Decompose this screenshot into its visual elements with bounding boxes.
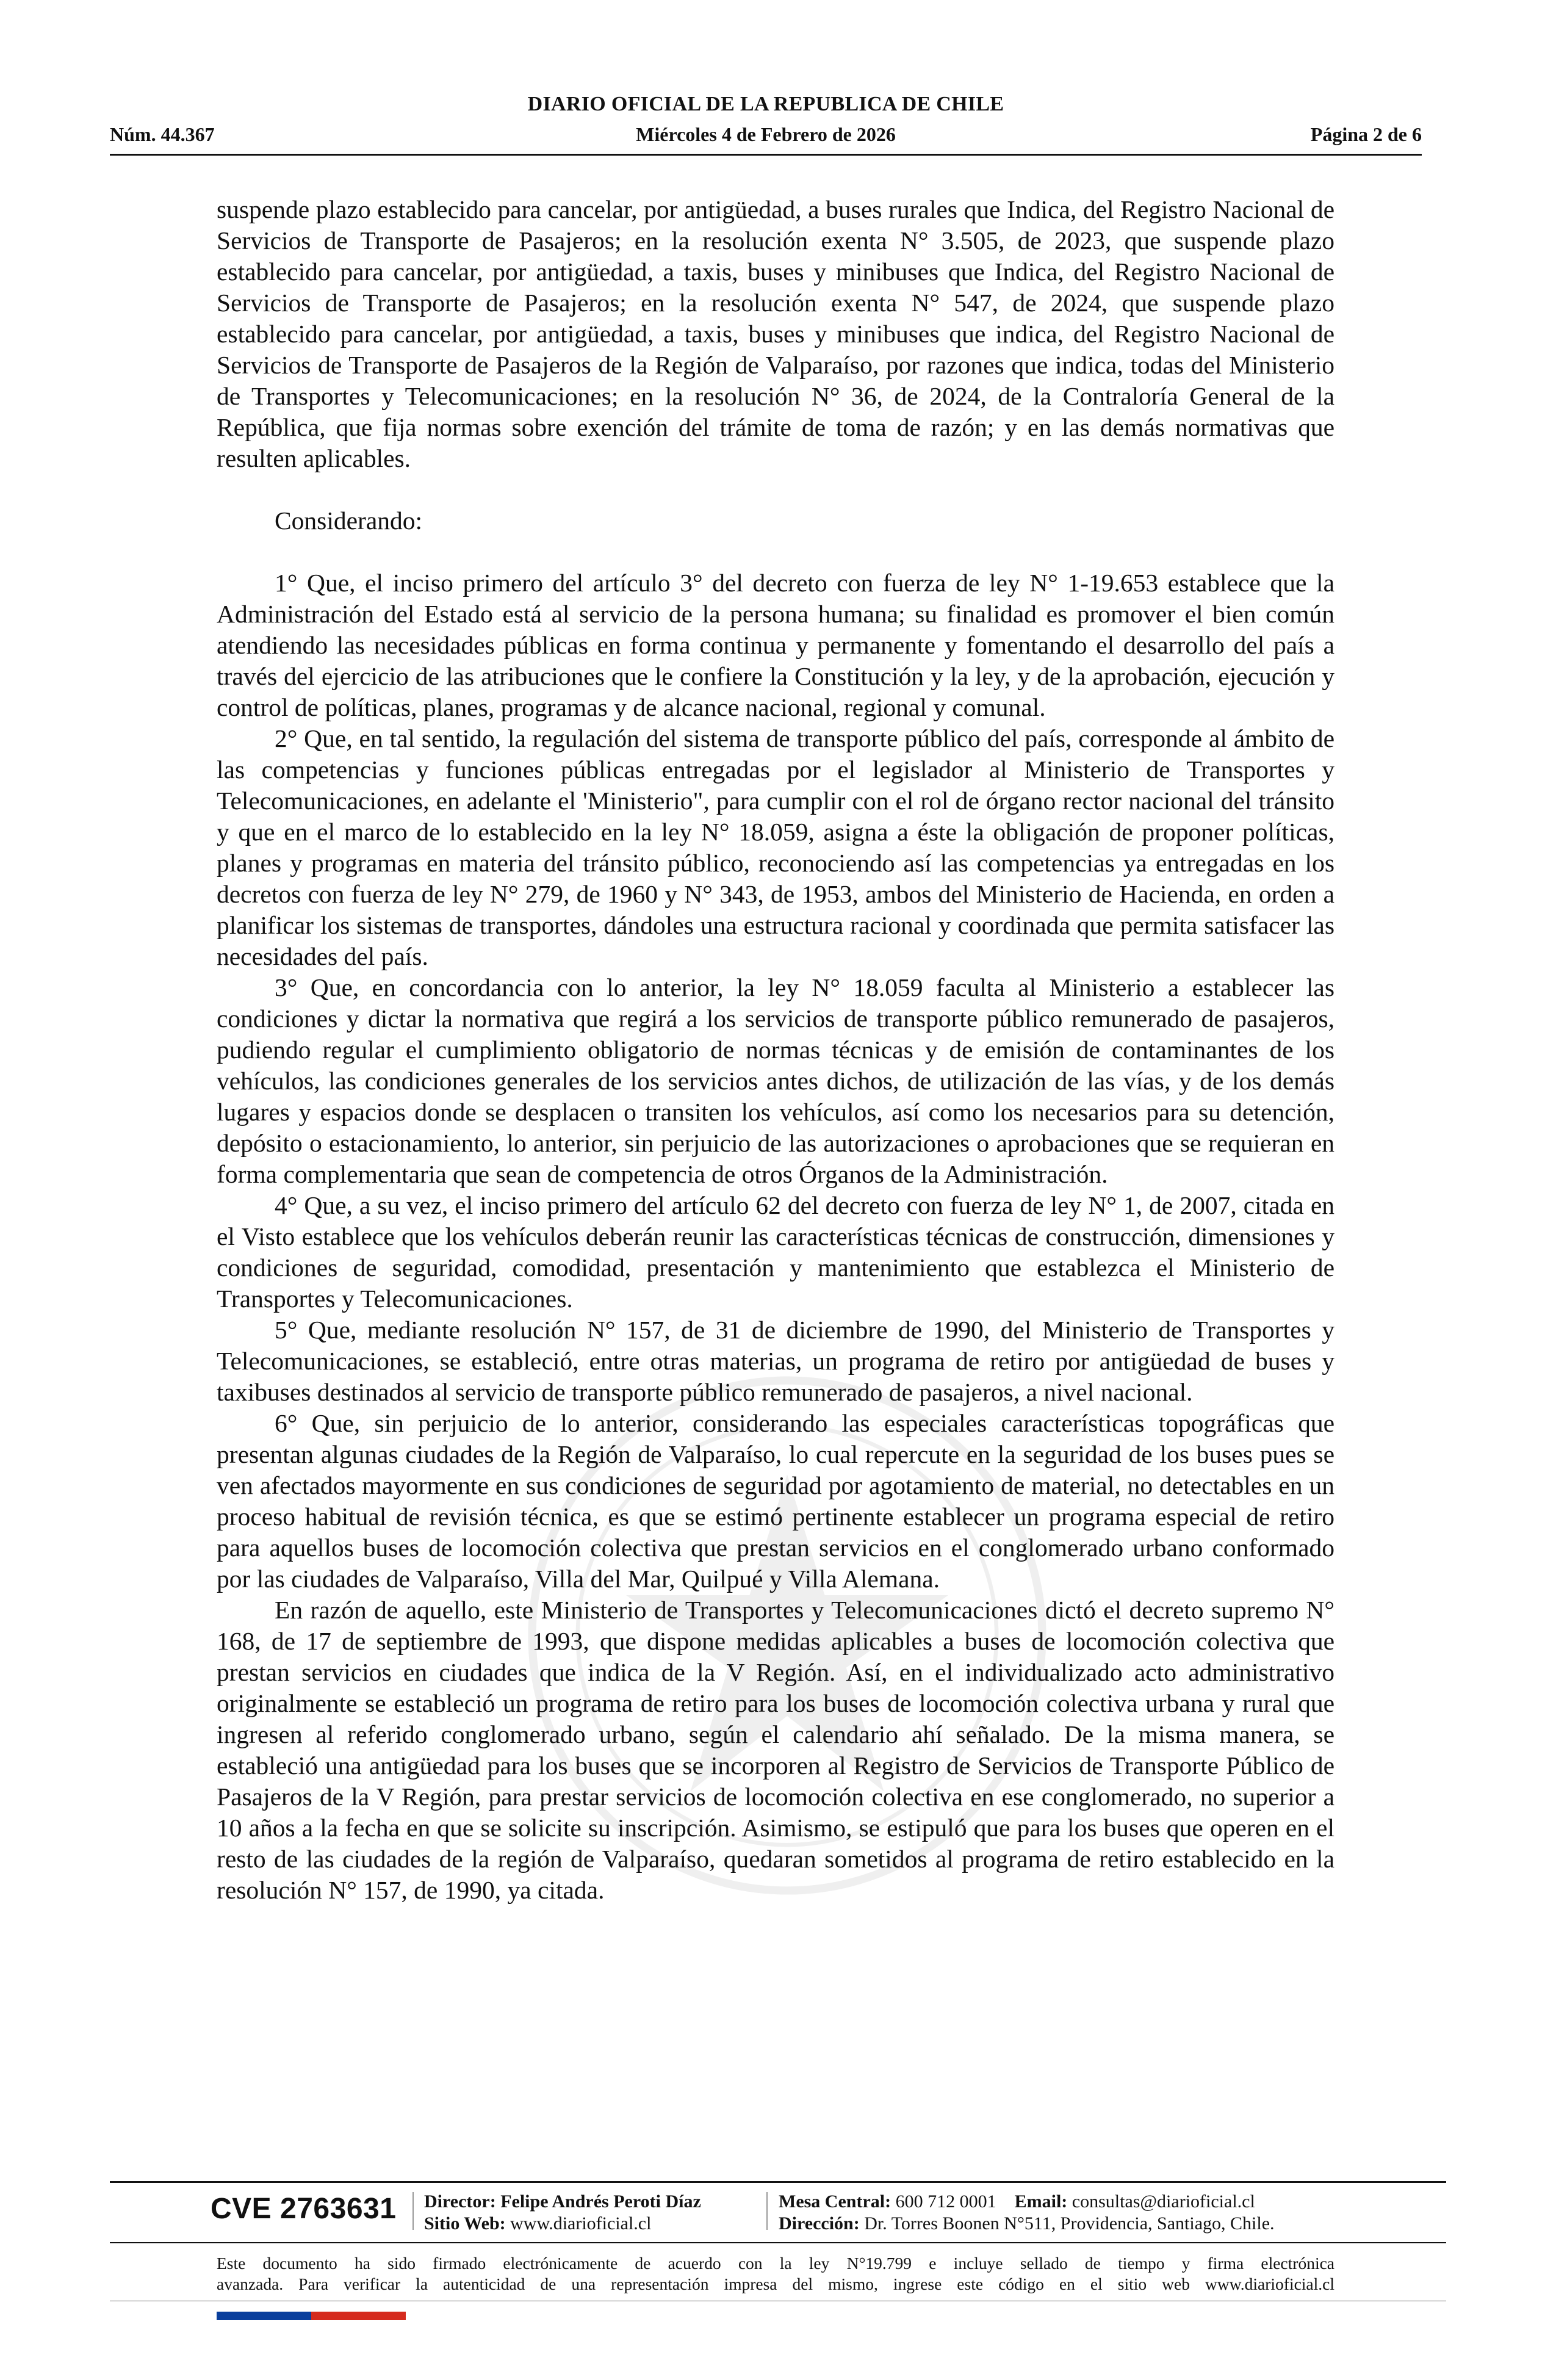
document-body	[217, 194, 1334, 1906]
header-divider	[110, 154, 1422, 156]
signature-notice-line: Este documento ha sido firmado electrónicamente de acuerdo con la ley N°19.799 e incluye sellado de tiempo y firma electrónica	[217, 2254, 1334, 2273]
body-paragraph: 5° Que, mediante resolución N° 157, de 31 de diciembre de 1990, del Ministerio de Transportes y Telecomunicaciones, se estableció, entre otras materias, un programa de retiro por antigüedad de buses y taxibuses destinados al servicio de transporte público remunerado de pasajeros, a nivel nacional.	[217, 1316, 1334, 1406]
address-label: Dirección:	[779, 2213, 860, 2234]
publication-date: Miércoles 4 de Febrero de 2026	[636, 123, 896, 145]
director-label: Director:	[424, 2191, 496, 2212]
body-paragraph: 6° Que, sin perjuicio de lo anterior, considerando las especiales características topográficas que presentan algunas ciudades de la Región de Valparaíso, lo cual repercute en la seguridad de los buses pues se ven afectados mayormente en sus condiciones de seguridad por agotamiento de material, no detectables en un proceso habitual de revisión técnica, es que se estimó pertinente establecer un programa especial de retiro para aquellos buses de locomoción colectiva que prestan servicios en el conglomerado urbano conformado por las ciudades de Valparaíso, Villa del Mar, Quilpué y Villa Alemana.	[217, 1409, 1334, 1593]
site-link[interactable]: www.diarioficial.cl	[510, 2213, 652, 2234]
phone-label: Mesa Central:	[779, 2191, 891, 2212]
body-paragraph: 4° Que, a su vez, el inciso primero del artículo 62 del decreto con fuerza de ley N° 1, de 2007, citada en el Visto establece que los vehículos deberán reunir las características técnicas de construcción, dimensiones y condiciones de seguridad, comodidad, presentación y mantenimiento que establezca el Ministerio de Transportes y Telecomunicaciones.	[217, 1191, 1334, 1313]
issue-number: Núm. 44.367	[110, 123, 215, 145]
address-value: Dr. Torres Boonen N°511, Providencia, Santiago, Chile.	[864, 2213, 1275, 2234]
body-paragraph: suspende plazo establecido para cancelar, por antigüedad, a buses rurales que Indica, del Registro Nacional de Servicios de Transporte de Pasajeros; en la resolución exenta N° 3.505, de 2023, que suspende plazo establecido para cancelar, por antigüedad, a taxis, buses y minibuses que Indica, del Registro Nacional de Servicios de Transporte de Pasajeros; en la resolución exenta N° 547, de 2024, que suspende plazo establecido para cancelar, por antigüedad, a taxis, buses y minibuses que indica, del Registro Nacional de Servicios de Transporte de Pasajeros de la Región de Valparaíso, por razones que indica, todas del Ministerio de Transportes y Telecomunicaciones; en la resolución N° 36, de 2024, de la Contraloría General de la República, que fija normas sobre exención del trámite de toma de razón; y en las demás normativas que resulten aplicables.	[217, 195, 1334, 472]
flag-blue-segment	[217, 2312, 311, 2320]
body-paragraph: 1° Que, el inciso primero del artículo 3° del decreto con fuerza de ley N° 1-19.653 establece que la Administración del Estado está al servicio de la persona humana; su finalidad es promover el bien común atendiendo las necesidades públicas en forma continua y permanente y fomentando el desarrollo del país a través del ejercicio de las atribuciones que le confiere la Constitución y la ley, y de la aprobación, ejecución y control de políticas, planes, programas y de alcance nacional, regional y comunal.	[217, 569, 1334, 721]
body-paragraph: En razón de aquello, este Ministerio de Transportes y Telecomunicaciones dictó el decreto supremo N° 168, de 17 de septiembre de 1993, que dispone medidas aplicables a buses de locomoción colectiva que prestan servicios en ciudades que indica de la V Región. Así, en el individualizado acto administrativo originalmente se estableció un programa de retiro para los buses de locomoción colectiva urbana y rural que ingresen al referido conglomerado urbano, según el calendario ahí señalado. De la misma manera, se estableció una antigüedad para los buses que se incorporen al Registro de Servicios de Transporte Público de Pasajeros de la V Región, para prestar servicios de locomoción colectiva en ese conglomerado, no superior a 10 años a la fecha en que se solicite su inscripción. Asimismo, se estipuló que para los buses que operen en el resto de las ciudades de la región de Valparaíso, quedaran sometidos al programa de retiro establecido en la resolución N° 157, de 1990, ya citada.	[217, 1596, 1334, 1904]
flag-color-bar	[217, 2312, 406, 2320]
body-paragraph: 2° Que, en tal sentido, la regulación del sistema de transporte público del país, corresponde al ámbito de las competencias y funciones públicas entregadas por el legislador al Ministerio de Transportes y Telecomunicaciones, en adelante el 'Ministerio", para cumplir con el rol de órgano rector nacional del tránsito y que en el marco de lo establecido en la ley N° 18.059, asigna a éste la obligación de proponer políticas, planes y programas en materia del tránsito público, reconociendo así las competencias ya entregadas en los decretos con fuerza de ley N° 279, de 1960 y N° 343, de 1953, ambos del Ministerio de Hacienda, en orden a planificar los sistemas de transportes, dándoles una estructura racional y coordinada que permita satisfacer las necesidades del país.	[217, 724, 1334, 970]
cve-code: CVE 2763631	[211, 2193, 397, 2225]
footer-divider-top	[110, 2181, 1446, 2183]
phone-value: 600 712 0001	[895, 2191, 996, 2212]
footer-contact-left	[424, 2191, 701, 2235]
email-label: Email:	[1014, 2191, 1068, 2212]
footer-contact-right	[779, 2191, 1275, 2235]
footer-divider-mid	[110, 2242, 1446, 2243]
body-paragraph: 3° Que, en concordancia con lo anterior, la ley N° 18.059 faculta al Ministerio a establecer las condiciones y dictar la normativa que regirá a los servicios de transporte público remunerado de pasajeros, pudiendo regular el cumplimiento obligatorio de normas técnicas y de emisión de contaminantes de los vehículos, las condiciones generales de los servicios antes dichos, de utilización de las vías, y de los demás lugares y espacios donde se desplacen o transiten los vehículos, así como los necesarios para su detención, depósito o estacionamiento, lo anterior, sin perjuicio de las autorizaciones o aprobaciones que se requieran en forma complementaria que sean de competencia de otros Órganos de la Administración.	[217, 973, 1334, 1188]
director-name: Felipe Andrés Peroti Díaz	[500, 2191, 701, 2212]
publication-title: DIARIO OFICIAL DE LA REPUBLICA DE CHILE	[527, 93, 1004, 115]
footer-separator	[412, 2192, 414, 2230]
email-link[interactable]: consultas@diarioficial.cl	[1072, 2191, 1255, 2212]
site-label: Sitio Web:	[424, 2213, 506, 2234]
considerando-heading: Considerando:	[275, 507, 423, 535]
flag-red-segment	[311, 2312, 406, 2320]
signature-notice	[217, 2253, 1334, 2295]
footer-separator	[766, 2192, 768, 2230]
signature-notice-line: avanzada. Para verificar la autenticidad de una representación impresa del mismo, ingrese este código en el sitio web www.diarioficial.cl	[217, 2274, 1334, 2293]
page-header	[110, 93, 1422, 154]
page-indicator: Página 2 de 6	[1310, 123, 1422, 145]
